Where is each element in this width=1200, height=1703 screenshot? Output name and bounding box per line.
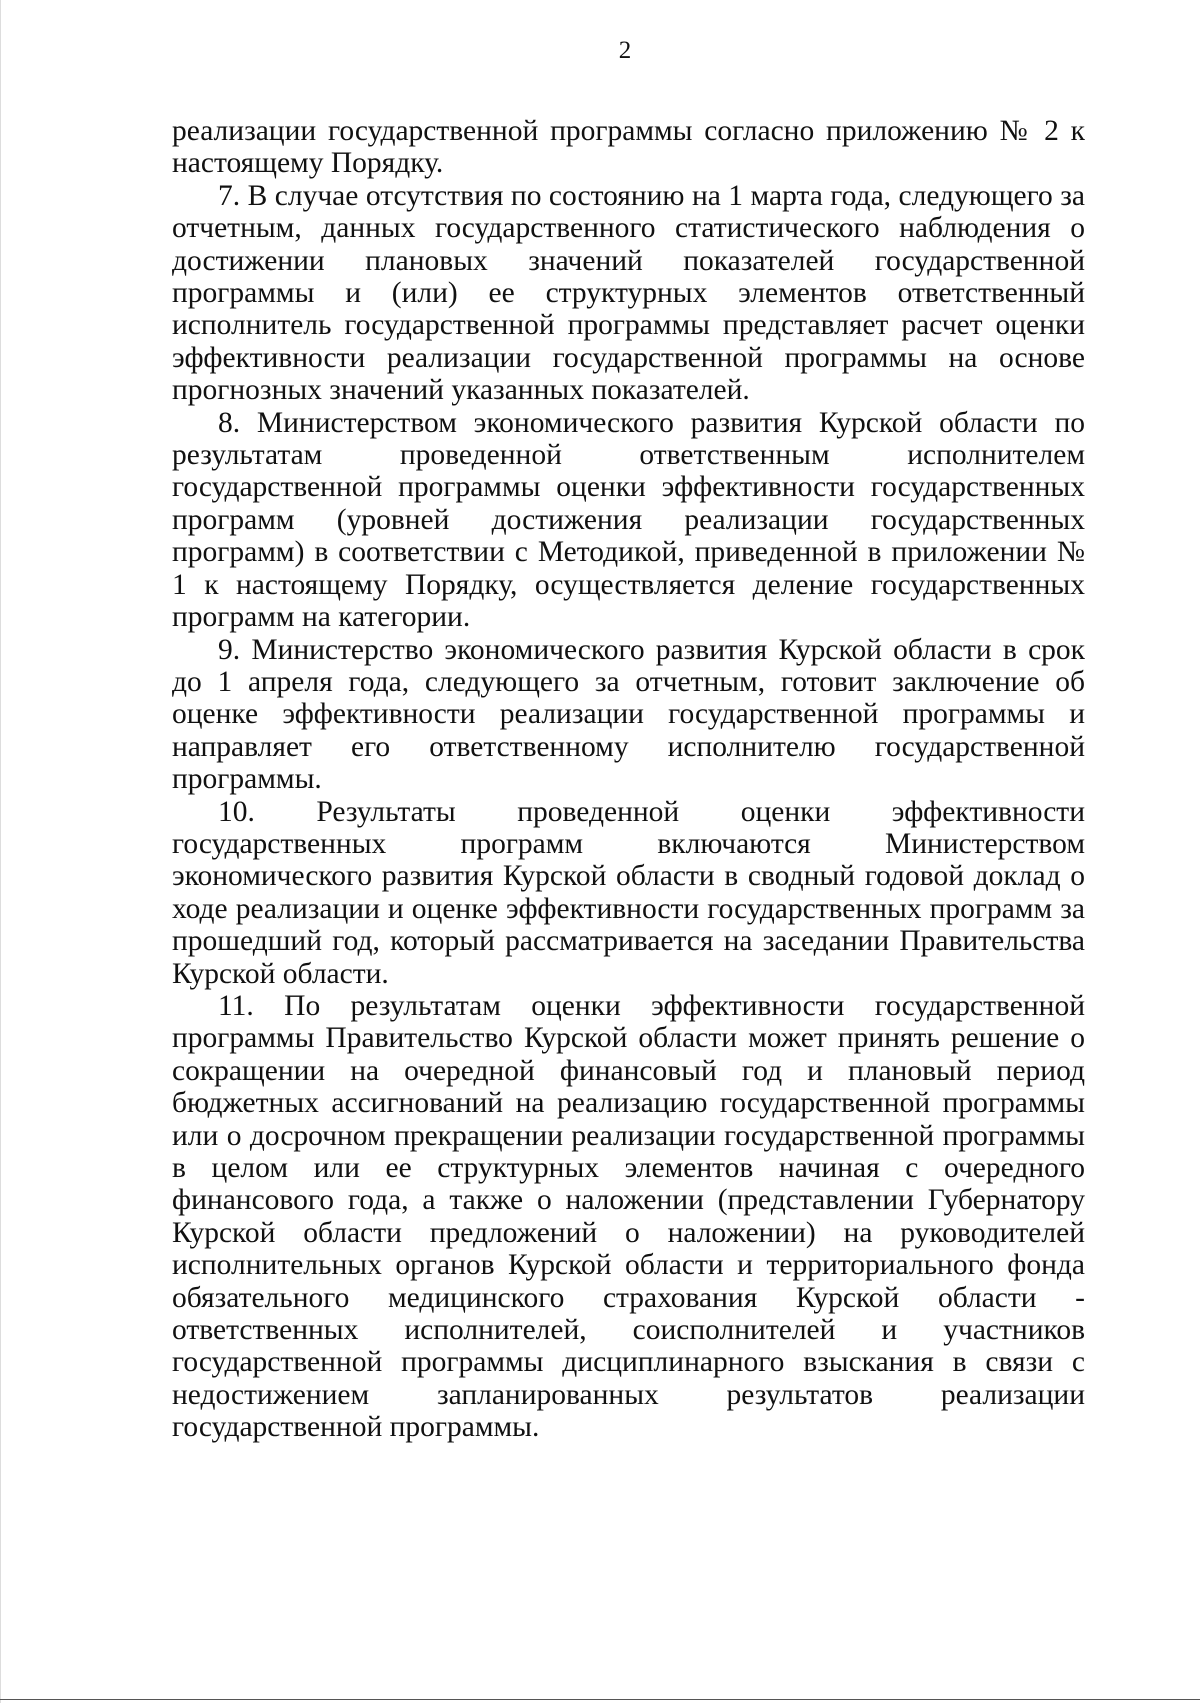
scan-edge-bottom	[0, 1699, 1200, 1700]
page-number: 2	[618, 37, 632, 64]
scan-edge-left	[0, 0, 1, 1703]
paragraph-continuation: реализации государственной программы согласно приложению № 2 к настоящему Порядку.	[172, 115, 1085, 180]
document-body	[172, 115, 1085, 1444]
paragraph-item-9: 9. Министерство экономического развития Курской области в срок до 1 апреля года, следующего за отчетным, готовит заключение об оценке эффективности реализации государственной программы и направляет его ответственному исполнителю государственной программы.	[172, 633, 1085, 796]
paragraph-item-7: 7. В случае отсутствия по состоянию на 1 марта года, следующего за отчетным, данных государственного статистического наблюдения о достижении плановых значений показателей государственной программы и (или) ее структурных элементов ответственный исполнитель государственной программы представляет расчет оценки эффективности реализации государственной программы на основе прогнозных значений указанных показателей.	[172, 179, 1085, 407]
paragraph-item-10: 10. Результаты проведенной оценки эффективности государственных программ включаются Министерством экономического развития Курской области в сводный годовой доклад о ходе реализации и оценке эффективности государственных программ за прошедший год, который рассматривается на заседании Правительства Курской области.	[172, 795, 1085, 990]
paragraph-item-11: 11. По результатам оценки эффективности государственной программы Правительство Курской области может принять решение о сокращении на очередной финансовый год и плановый период бюджетных ассигнований на реализацию государственной программы или о досрочном прекращении реализации государственной программы в целом или ее структурных элементов начиная с очередного финансового года, а также о наложении (представлении Губернатору Курской области предложений о наложении) на руководителей исполнительных органов Курской области и территориального фонда обязательного медицинского страхования Курской области - ответственных исполнителей, соисполнителей и участников государственной программы дисциплинарного взыскания в связи с недостижением запланированных результатов реализации государственной программы.	[172, 989, 1085, 1444]
paragraph-item-8: 8. Министерством экономического развития Курской области по результатам проведенной ответственным исполнителем государственной программы оценки эффективности государственных программ (уровней достижения реализации государственных программ) в соответствии с Методикой, приведенной в приложении № 1 к настоящему Порядку, осуществляется деление государственных программ на категории.	[172, 406, 1085, 634]
